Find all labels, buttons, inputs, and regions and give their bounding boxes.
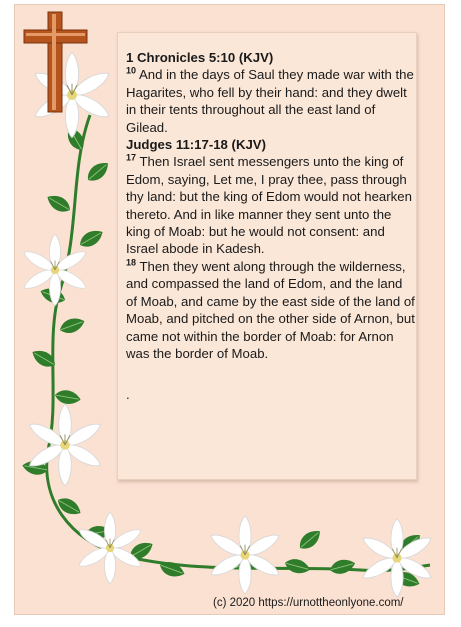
verse-text: And in the days of Saul they made war with the Hagarites, who fell by their hand: and they dwelt in their tents throughout all the east land of Gilead. [126,67,414,135]
passage-reference: Judges 11:17-18 (KJV) [126,137,266,153]
verse-text: Then they went along through the wilderness, and compassed the land of Edom, and the land of Moab, and came by the east side of the land of Moab, and pitched on the other side of Arnon, but came not within the border of Moab: for Arnon was the border of Moab. [126,258,415,361]
verse-number: 18 [126,257,137,268]
verse-number: 17 [126,153,137,164]
verse [126,258,416,362]
scripture-panel [117,32,417,480]
trailing-mark: . [126,387,130,403]
passage-reference: 1 Chronicles 5:10 (KJV) [126,50,274,65]
verse-number: 10 [126,66,137,77]
verse [126,66,416,136]
verse [126,153,416,257]
copyright-text: (c) 2020 https://urnottheonlyone.com/ [213,597,404,609]
verse-text: Then Israel sent messengers unto the king of Edom, saying, Let me, I pray thee, pass through thy land: but the king of Edom would not hearken thereto. And in like manner they sent unto the king of Moab: but he would not consent: and Israel abode in Kadesh. [126,154,412,257]
